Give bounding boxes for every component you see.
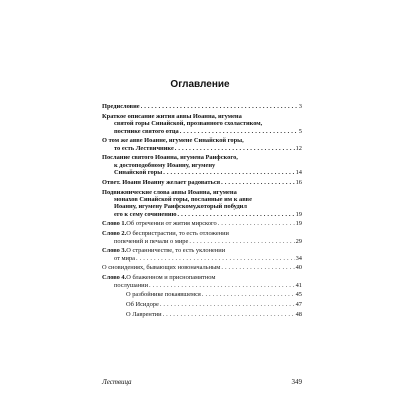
toc-entry [102,154,302,176]
toc-leader-dots [177,211,294,218]
toc-entry-text: Об отречении от жития мирского [126,220,217,228]
toc-entry-page: 12 [295,144,302,152]
toc-entry [102,274,302,289]
toc-entry-page: 19 [295,220,302,228]
toc-entry-page: 29 [295,237,302,245]
toc-entry-text: Иоанну, игумену Раифскому,который побудил [114,203,247,211]
toc-entry-text: от мира [114,254,135,262]
toc-entry-label: Слово 3. [102,247,127,255]
toc-entry-text: О беспристрастии, то есть отложении [126,230,229,238]
toc-entry-text: О странничестве, то есть уклонении [126,247,226,255]
toc-leader-dots [136,255,295,262]
toc-entry-text: постнике святого отца [114,127,179,135]
toc-entry-text: О сновидениях, бывающих новоначальным [102,264,221,272]
toc-entry-page: 14 [295,169,302,177]
toc-leader-dots [189,238,294,245]
toc-entry-text: то есть Лествичнике [114,144,174,152]
toc-entry-text: Ответ. Иоанн Иоанну желает радоваться [102,178,221,186]
toc-entry [102,230,302,245]
toc-entry [102,220,302,227]
toc-entry-text: его к сему сочинению [114,210,177,218]
toc-entry [102,311,302,318]
toc-entry-text: Синайской горы [114,169,163,177]
toc-entry [102,137,302,152]
toc-entry-text: послушании [114,281,149,289]
toc-leader-dots [149,282,295,289]
toc-entry-text: Подвижнические слова аввы Иоанна, игумена [102,188,237,196]
toc-entry [102,291,302,298]
toc-entry-label: Слово 1. [102,220,127,228]
toc-entry-text: Краткое описание жития аввы Иоанна, игумена [102,112,242,120]
toc-entry-page: 5 [298,127,302,135]
toc-entry [102,113,302,135]
toc-entry-page: 19 [295,210,302,218]
toc-entry [102,264,302,271]
toc-entry-text: попечений и печали о мире [114,237,189,245]
toc-entry-text: Предисловие [102,103,140,110]
toc-entry-page: 45 [295,291,302,299]
toc-leader-dots [163,169,294,176]
toc-entry-page: 16 [295,178,302,186]
toc-entry-text: Об Исидоре [126,300,159,308]
toc-leader-dots [218,220,295,227]
toc-leader-dots [163,311,295,318]
toc-entry-text: О том же авве Иоанне, игумене Синайской горы, [102,137,244,145]
toc-leader-dots [141,103,298,110]
toc-entry [102,247,302,262]
toc-entry-text: Послание святого Иоанна, игумена Раифского, [102,154,238,162]
toc-entry-text: монахов Синайской горы, посланные им к авве [114,195,252,203]
toc-leader-dots [180,128,298,135]
toc-entry-page: 48 [295,310,302,318]
toc-leader-dots [175,145,295,152]
toc-entry-page: 40 [295,264,302,272]
toc-entry-label: Слово 4. [102,274,127,282]
toc-entry-text: О Лаврентии [126,310,162,318]
toc-entry [102,103,302,110]
toc-leader-dots [160,301,295,308]
page-number: 349 [291,378,302,386]
toc-entry-text: О разбойнике покаявшемся [126,291,201,299]
toc-entry [102,301,302,308]
toc-entry-label: Слово 2. [102,230,127,238]
toc-entry-page: 47 [295,300,302,308]
running-title: Лествица [102,378,132,386]
page-title: Оглавление [170,79,230,90]
toc-entry-text: к достоподобному Иоанну, игумену [114,161,216,169]
toc-entry-page: 41 [295,281,302,289]
toc-entry-text: святой горы Синайской, прозванного схоластиком, [114,120,263,128]
toc-entry-page: 3 [298,103,302,110]
toc-entry [102,189,302,219]
toc-entry-page: 34 [295,254,302,262]
toc-entry-text: О блаженном и приснопамятном [126,274,216,282]
toc-entry [102,179,302,186]
toc-leader-dots [202,291,295,298]
toc-leader-dots [221,179,294,186]
toc-leader-dots [221,264,294,271]
table-of-contents [102,103,302,320]
